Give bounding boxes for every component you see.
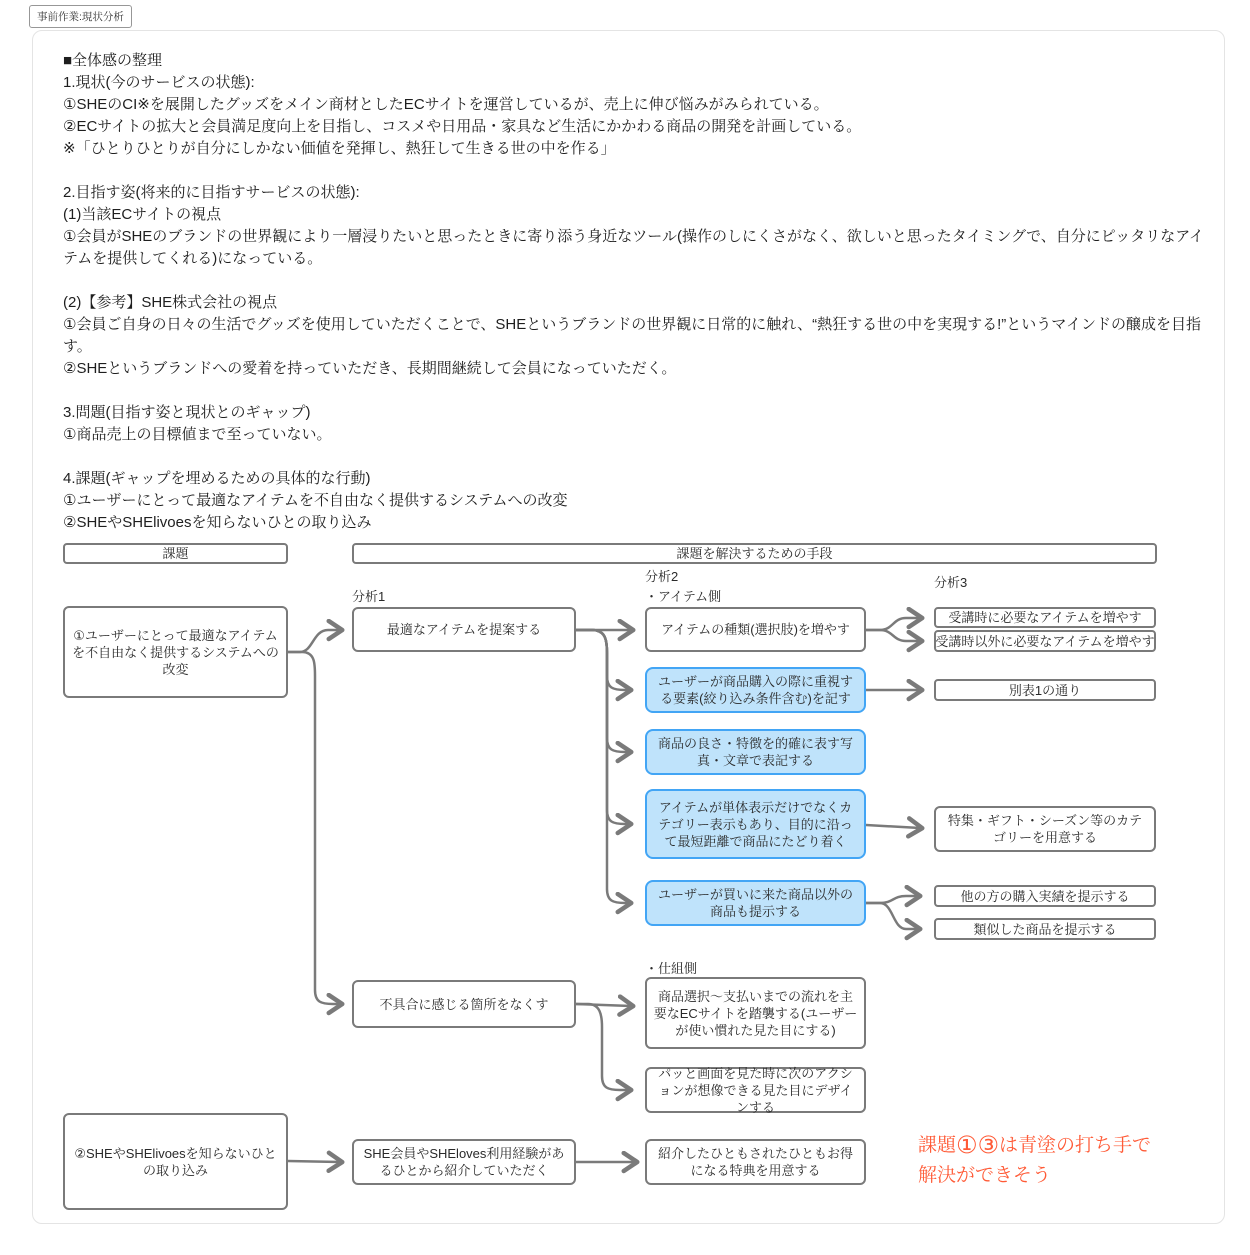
summary-line: 4.課題(ギャップを埋めるための具体的な行動) — [63, 470, 371, 487]
mechanism-side-label: ・仕組側 — [645, 961, 698, 976]
summary-line: 2.目指す姿(将来的に目指すサービスの状態): — [63, 184, 360, 201]
flow-box-noncourse-items: 受講時以外に必要なアイテムを増やす — [934, 630, 1156, 652]
pre-work-tag: 事前作業:現状分析 — [29, 5, 132, 28]
flow-box-issue2: ②SHEやSHElivoesを知らないひとの取り込み — [63, 1113, 288, 1210]
summary-line: ②SHEというブランドへの愛着を持っていただき、長期間継続して会員になっていただく。 — [63, 360, 677, 377]
flow-box-referral: SHE会員やSHEloves利用経験があるひとから紹介していただく — [352, 1139, 576, 1185]
annotation-rest: は青塗の打ち手で — [999, 1135, 1152, 1156]
analysis1-label: 分析1 — [352, 589, 386, 604]
summary-line: ①会員がSHEのブランドの世界観により一層浸りたいと思ったときに寄り添う身近なツール(操作のしにくさがなく、欲しいと思ったタイミングで、自分にピッタリなアイテムを提供してくれる)になっている。 — [63, 228, 1204, 267]
flow-box-prepare-categories: 特集・ギフト・シーズン等のカテゴリーを用意する — [934, 806, 1156, 852]
annotation-circled-numbers: ①③ — [956, 1132, 1000, 1159]
summary-line: ①ユーザーにとって最適なアイテムを不自由なく提供するシステムへの改変 — [63, 492, 568, 509]
flow-box-remove-friction: 不具合に感じる箇所をなくす — [352, 980, 576, 1028]
flow-box-item-variety: アイテムの種類(選択肢)を増やす — [645, 607, 866, 652]
flow-box-intuitive-design: パッと画面を見た時に次のアクションが想像できる見た目にデザインする — [645, 1067, 866, 1113]
solution-column-header: 課題を解決するための手段 — [352, 543, 1157, 564]
summary-section-reference — [63, 292, 1213, 380]
summary-line: (1)当該ECサイトの視点 — [63, 206, 222, 223]
summary-text — [63, 50, 1213, 534]
annotation-line1 — [918, 1131, 1151, 1161]
flow-box-course-items: 受講時に必要なアイテムを増やす — [934, 607, 1156, 628]
analysis2-label: 分析2 — [645, 569, 679, 584]
summary-line: ※「ひとりひとりが自分にしかない価値を発揮し、熱狂して生きる世の中を作る」 — [63, 140, 616, 157]
issue-column-header: 課題 — [63, 543, 288, 564]
summary-line: ②ECサイトの拡大と会員満足度向上を目指し、コスメや日用品・家具など生活にかかわる商品の開発を計画している。 — [63, 118, 862, 135]
summary-line: ■全体感の整理 — [63, 52, 163, 69]
summary-line: 1.現状(今のサービスの状態): — [63, 74, 255, 91]
flow-box-table1: 別表1の通り — [934, 679, 1156, 701]
annotation-note — [918, 1131, 1151, 1191]
summary-line: 3.問題(目指す姿と現状とのギャップ) — [63, 404, 311, 421]
summary-line: ①SHEのCI※を展開したグッズをメイン商材としたECサイトを運営しているが、売上に伸び悩みがみられている。 — [63, 96, 829, 113]
flow-box-photos-text: 商品の良さ・特徴を的確に表す写真・文章で表記する — [645, 729, 866, 775]
flow-box-referral-benefit: 紹介したひともされたひともお得になる特典を用意する — [645, 1139, 866, 1185]
flow-box-issue1: ①ユーザーにとって最適なアイテムを不自由なく提供するシステムへの改変 — [63, 606, 288, 698]
analysis3-label: 分析3 — [934, 575, 968, 590]
annotation-line2: 解決ができそう — [918, 1165, 1052, 1186]
item-side-label: ・アイテム側 — [645, 589, 722, 604]
summary-section-issues — [63, 468, 1213, 534]
summary-section-current — [63, 50, 1213, 160]
annotation-prefix: 課題 — [918, 1135, 957, 1156]
flow-box-category-display: アイテムが単体表示だけでなくカテゴリー表示もあり、目的に沿って最短距離で商品にたどり着く — [645, 789, 866, 859]
flow-box-suggest-other-items: ユーザーが買いに来た商品以外の商品も提示する — [645, 880, 866, 926]
flow-box-similar-items: 類似した商品を提示する — [934, 918, 1156, 940]
summary-line: ①商品売上の目標値まで至っていない。 — [63, 426, 332, 443]
flow-box-propose-items: 最適なアイテムを提案する — [352, 607, 576, 652]
summary-line: ②SHEやSHElivoesを知らないひとの取り込み — [63, 514, 372, 531]
summary-section-problem — [63, 402, 1213, 446]
flow-box-follow-ec-flow: 商品選択〜支払いまでの流れを主要なECサイトを踏襲する(ユーザーが使い慣れた見た目にする) — [645, 977, 866, 1049]
flow-box-purchase-factors: ユーザーが商品購入の際に重視する要素(絞り込み条件含む)を記す — [645, 667, 866, 713]
summary-line: ①会員ご自身の日々の生活でグッズを使用していただくことで、SHEというブランドの世界観に日常的に触れ、“熱狂する世の中を実現する!”というマインドの醸成を目指す。 — [63, 316, 1202, 355]
summary-line: (2)【参考】SHE株式会社の視点 — [63, 294, 278, 311]
flow-box-others-purchases: 他の方の購入実績を提示する — [934, 885, 1156, 907]
summary-section-goal — [63, 182, 1213, 270]
